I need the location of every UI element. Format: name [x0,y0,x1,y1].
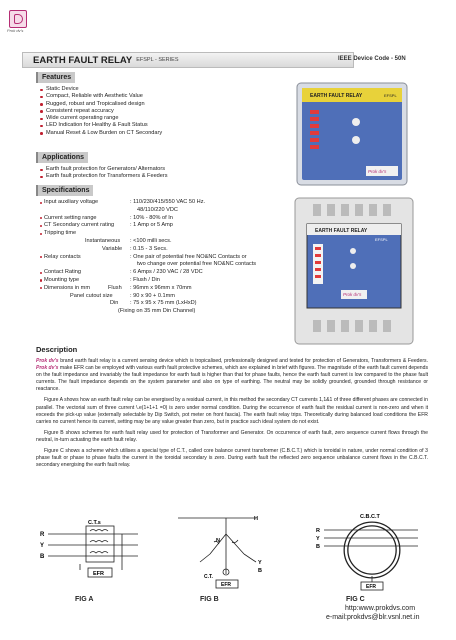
spec-label: Contact Rating [40,269,81,277]
fig-b-b-label: B [258,568,262,574]
fig-c-diagram [314,510,426,594]
description-heading: Description [36,345,78,354]
fig-b-n-label: N [216,538,220,544]
spec-label: Tripping time [40,230,76,238]
specifications-heading: Specifications [36,185,93,196]
din-panel-code: EFSPL [375,237,388,242]
fig-a-phase-y: Y [40,543,45,549]
email-link[interactable]: e-mail:prokdvs@blr.vsnl.net.in [326,614,420,621]
pot-meter-icon [350,263,356,269]
spec-value: : Flush / Din [130,276,160,283]
list-item: Earth fault protection for Transformers & Feeders [40,173,168,180]
dip-switch-icon [313,244,323,284]
fig-c-label: FIG C [346,596,365,603]
front-panel-title: EARTH FAULT RELAY [310,93,363,99]
spec-note: (Fixing on 35 mm Din Channel) [118,308,196,315]
ieee-device-code: IEEE Device Code - 50N [338,56,406,62]
spec-label: Din [110,300,119,307]
fig-a-relay-label: EFR [93,571,104,577]
fig-c-phase-r: R [316,528,320,534]
fig-a-ct-label: C.T.s [88,520,101,526]
front-panel-code: EFSPL [384,93,397,98]
spec-label: Variable [102,245,123,252]
spec-value: : 75 x 95 x 75 mm (LxHxD) [130,300,197,307]
fig-c-cbct-label: C.B.C.T [360,514,380,520]
spec-value: 48/110/220 VDC [137,206,178,213]
fig-a-diagram [34,514,144,584]
description-paragraph: Figure C shows a scheme which utilises a special type of C.T., called core balance current transformer (C.B.C.T.) which is toroidal in nature, under normal condition of 3 phase fault or phase to phase faults the current in the toroidal secondary is zero. During earth fault the reflected zero sequence unbalance current flows in the C.B.C.T. secondary energising the earth fault relay. [36,448,428,469]
list-item: Earth fault protection for Generators/ Alternators [40,166,168,173]
spec-label: Relay contacts [40,254,81,262]
spec-value: : One pair of potential free NO&NC Contacts or [130,253,247,260]
fig-b-relay-label: EFR [221,582,231,588]
pot-meter-icon [350,248,356,254]
fig-b-ct-label: C.T. [204,574,213,580]
fig-a-label: FIG A [75,596,94,603]
description-paragraph: Figure A shows how an earth fault relay can be energised by a residual current, in this method the secondary CT currents 1,1&1 of three different phases are connected in parallel. The vectorial sum of three current \.e(1+1+1 =0) is zero under normal condition. During the occurrence of earth fault the residual current is non-zero and when it exceeds the pick-up value (externally selectable by Dip Switch, pot meter on front fascia). The earth fault relay trips. Theoretically during balanced load conditions the EFR carries no current hence its current, setting may be any value greater than zero, but in practice such ideal system do not exist. [36,397,428,425]
spec-label: Mounting type [40,277,79,285]
fig-c-relay-label: EFR [366,584,376,590]
spec-label: Dimensions in mm [40,285,90,293]
spec-value: : 90 x 90 + 0.1mm [130,292,175,299]
applications-heading: Applications [36,152,88,163]
spec-label: Instantaneous [85,237,121,244]
spec-label: CT Secondary current rating [40,222,114,230]
fig-b-y-label: Y [258,560,262,566]
features-heading: Features [36,72,75,83]
spec-label: Flush [108,284,122,291]
description-text [36,358,428,473]
pot-meter-icon [352,136,360,144]
description-paragraph: Prok dv's brand earth fault relay is a current sensing device which is tropicalised, professionally designed and tested for protection of Generators, Transformers & Feeders. Prok dv's make EFR can be employed with various earth fault protective schemes, which are explained in brief with figures. The magnitude of the earth fault current depends on the fault impedance and invariably the fault impedance for earth fault is higher than that for phase faults, hence the earth fault current is low compared to the phase fault currents. The fault impedance depends on the system parameter and also on type of earthing. The neutral may be solidly grounded, grounded through resistance or reactance. [36,358,429,393]
fig-a-phase-r: R [40,532,45,538]
spec-value: : 110/230/415/550 VAC 50 Hz. [130,199,206,205]
brand-mark: Prok dv's [36,365,59,372]
spec-label: Panel cutout size [70,292,113,299]
fig-b-label: FIG B [200,596,219,603]
spec-value: two change over potential free NO&NC contacts [137,261,257,268]
fig-c-phase-y: Y [316,536,320,542]
fig-c-phase-b: B [316,544,320,550]
din-panel-brand: Prok dv's [343,292,362,297]
fig-b-h-label: H [254,516,258,522]
din-panel-title: EARTH FAULT RELAY [315,228,368,234]
features-list [40,86,162,137]
website-link[interactable]: http:www.prokdvs.com [345,605,416,612]
spec-value: : 0.15 - 3 Secs. [130,245,168,252]
applications-list [40,166,168,181]
page-title: EARTH FAULT RELAY [33,54,133,66]
title-bar [22,52,354,68]
list-item: Wide current operating range [40,115,162,122]
list-item: Static Device [40,86,162,93]
pot-meter-icon [352,118,360,126]
front-panel-brand: Prok dv's [368,169,387,174]
logo-text: Prok dv's [7,28,24,33]
spec-label: Current setting range [40,215,97,223]
spec-value: : <100 milli secs. [130,237,172,244]
din-relay-image [293,196,417,346]
fig-a-phase-b: B [40,554,45,560]
list-item: Manual Reset & Low Burden on CT Secondary [40,130,162,137]
spec-label: Input auxiliary voltage [40,199,98,207]
flush-relay-image [296,82,408,186]
brand-logo-icon [9,10,27,28]
spec-value: : 1 Amp or 5 Amp [130,222,173,229]
series-label: EFSPL - SERIES [136,57,179,63]
spec-value: : 10% - 80% of In [130,214,173,221]
fig-b-diagram [176,512,276,590]
description-paragraph: Figure B shows schemes for earth fault relay used for protection of Transformer and Generator. On occurrence of earth fault, zero sequence current flows through the neutral, in-turn actuating the earth fault relay. [36,429,428,443]
list-item: LED Indication for Healthy & Fault Status [40,122,162,129]
spec-value: : 96mm x 96mm x 70mm [130,284,192,291]
list-item: Rugged, robust and Tropicalised design [40,101,162,108]
spec-value: : 6 Amps / 230 VAC / 28 VDC [130,269,203,276]
list-item: Compact, Reliable with Aesthetic Value [40,93,162,100]
list-item: Consistent repeat accuracy [40,108,162,115]
brand-mark: Prok dv's [36,358,59,364]
